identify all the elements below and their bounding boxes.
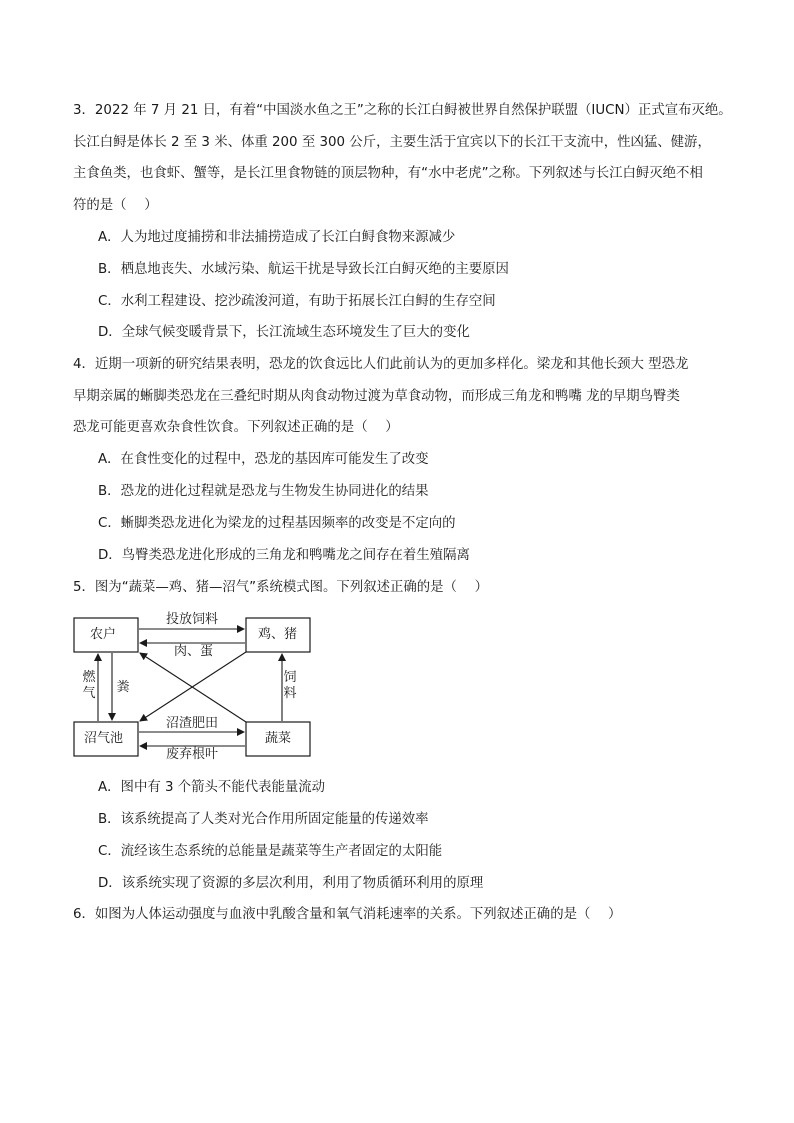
label-manure: 粪 (116, 680, 130, 695)
question-3-option-a: A．人为地过度捕捞和非法捕捞造成了长江白鲟食物来源减少 (98, 230, 456, 245)
arrow-livestock-to-biogas (140, 652, 246, 721)
question-3-option-d: D．全球气候变暖背景下，长江流域生态环境发生了巨大的变化 (98, 325, 470, 340)
question-5-option-d: D．该系统实现了资源的多层次利用，利用了物质循环利用的原理 (98, 876, 484, 891)
question-4-stem-line-1: 4．近期一项新的研究结果表明，恐龙的饮食远比人们此前认为的更加多样化。梁龙和其他长颈大 型恐龙 (73, 357, 689, 372)
arrow-vegetable-to-farmer (140, 653, 246, 722)
question-5-option-a: A．图中有 3 个箭头不能代表能量流动 (98, 780, 326, 795)
label-waste-leaves: 废弃根叶 (166, 747, 219, 762)
node-vegetable: 蔬菜 (265, 731, 292, 746)
node-biogas: 沼气池 (84, 731, 124, 746)
question-4-stem-line-2: 早期亲属的蜥脚类恐龙在三叠纪时期从肉食动物过渡为草食动物，而形成三角龙和鸭嘴 龙的早期鸟臀类 (73, 389, 680, 404)
question-3-stem-line-4: 符的是（ ） (73, 198, 158, 213)
node-farmer: 农户 (90, 627, 117, 642)
question-4-option-d: D．鸟臀类恐龙进化形成的三角龙和鸭嘴龙之间存在着生殖隔离 (98, 548, 470, 563)
question-3-stem-line-2: 长江白鲟是体长 2 至 3 米、体重 200 至 300 公斤，主要生活于宜宾以下的长江干支流中，性凶猛、健游， (73, 135, 711, 150)
label-meat-egg: 肉、蛋 (174, 644, 214, 659)
question-3-option-c: C．水利工程建设、挖沙疏浚河道，有助于拓展长江白鲟的生存空间 (98, 294, 496, 309)
label-fuel-gas: 燃气 (82, 670, 96, 701)
question-3-option-b: B．栖息地丧失、水域污染、航运干扰是导致长江白鲟灭绝的主要原因 (98, 262, 509, 277)
question-4-stem-line-3: 恐龙可能更喜欢杂食性饮食。下列叙述正确的是（ ） (73, 420, 399, 435)
node-livestock: 鸡、猪 (258, 627, 298, 642)
question-4-option-a: A．在食性变化的过程中，恐龙的基因库可能发生了改变 (98, 452, 429, 467)
label-feed-out: 饲料 (283, 670, 297, 701)
label-residue-fertilizer: 沼渣肥田 (166, 716, 219, 731)
question-4-option-c: C．蜥脚类恐龙进化为梁龙的过程基因频率的改变是不定向的 (98, 516, 456, 531)
label-feed-in: 投放饲料 (166, 612, 219, 627)
question-5-stem-line-1: 5．图为“蔬菜—鸡、猪—沼气”系统模式图。下列叙述正确的是（ ） (73, 580, 488, 595)
ecosystem-diagram (70, 608, 320, 764)
question-5-option-b: B．该系统提高了人类对光合作用所固定能量的传递效率 (98, 812, 429, 827)
question-5-option-c: C．流经该生态系统的总能量是蔬菜等生产者固定的太阳能 (98, 844, 443, 859)
question-4-option-b: B．恐龙的进化过程就是恐龙与生物发生协同进化的结果 (98, 484, 429, 499)
question-6-stem-line-1: 6．如图为人体运动强度与血液中乳酸含量和氧气消耗速率的关系。下列叙述正确的是（ ） (73, 907, 622, 922)
question-3-stem-line-3: 主食鱼类，也食虾、蟹等，是长江里食物链的顶层物种，有“水中老虎”之称。下列叙述与长江白鲟灭绝不相 (73, 166, 703, 181)
question-3-stem-line-1: 3．2022 年 7 月 21 日，有着“中国淡水鱼之王”之称的长江白鲟被世界自然保护联盟（IUCN）正式宣布灭绝。 (73, 103, 732, 118)
